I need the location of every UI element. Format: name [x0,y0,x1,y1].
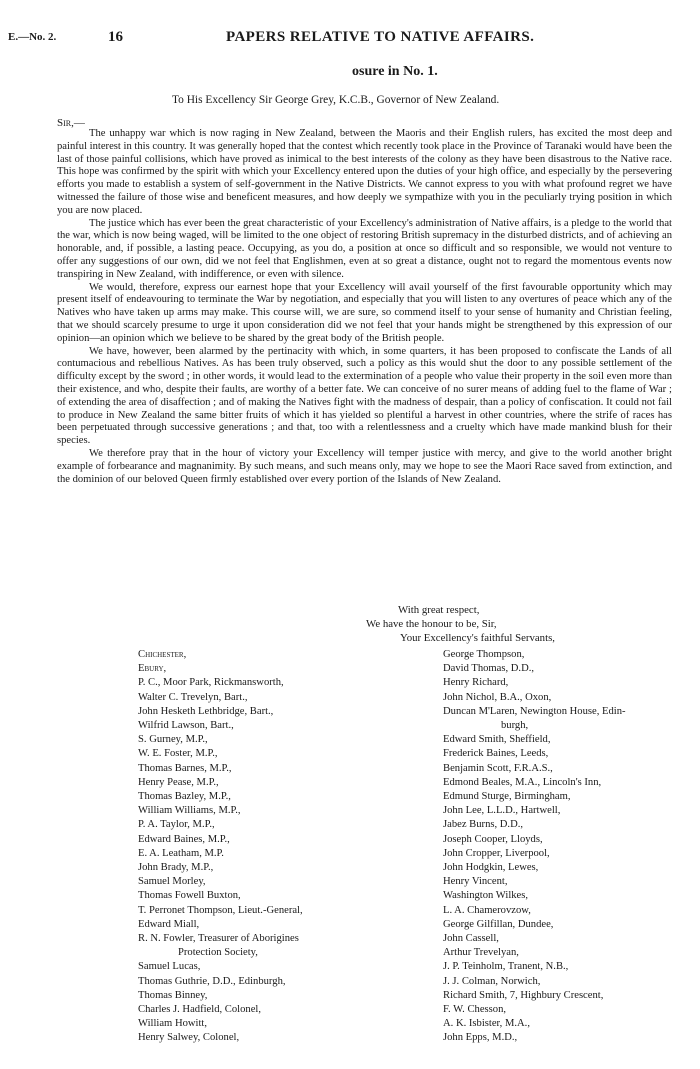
signatory: William Williams, M.P., [138,805,241,817]
signatory: Henry Vincent, [443,876,508,888]
paragraph: We would, therefore, express our earnest hope that your Excellency will avail yourself of the first favourable opportunity which may present itself of endeavouring to terminate the War by negotiation, and especially that you will listen to any overtures of peace which any of the Natives who have taken up arms may make. This course will, we are sure, so commend itself to your sense of humanity and Christian feeling, that we should scarcely presume to urge it upon consideration did we not feel that your hands might be strengthened by this expression of our opinion—an opinion which we believe to be shared by the great body of the British people. [57,281,672,344]
signatory: Henry Salwey, Colonel, [138,1032,240,1044]
signatory: John Brady, M.P., [138,862,214,874]
signatory: John Cassell, [443,933,499,945]
signatory: Wilfrid Lawson, Bart., [138,720,234,732]
page-header [0,29,700,49]
letter-address: To His Excellency Sir George Grey, K.C.B., Governor of New Zealand. [172,94,500,106]
signatory: John Lee, L.L.D., Hartwell, [443,805,561,817]
closing-line-honour: We have the honour to be, Sir, [366,618,497,630]
signatory: Frederick Baines, Leeds, [443,748,549,760]
signatory: Duncan M'Laren, Newington House, Edin- [443,705,626,717]
signatory: John Epps, M.D., [443,1032,518,1044]
paragraph: We therefore pray that in the hour of victory your Excellency will temper justice with mercy, and give to the world another bright example of forbearance and magnanimity. By such means, and such means only, may we hope to see the Maori Race saved from extinction, and the dominion of our beloved Queen firmly established over every portion of the Islands of New Zealand. [57,447,672,485]
closing-line-respect: With great respect, [398,604,480,616]
signatory: S. Gurney, M.P., [138,734,208,746]
signatory: Walter C. Trevelyn, Bart., [138,691,248,703]
enclosure-heading: osure in No. 1. [352,64,438,79]
signatory-continuation: burgh, [501,720,529,732]
signatory: R. N. Fowler, Treasurer of Aborigines [138,933,299,945]
signatory: Thomas Guthrie, D.D., Edinburgh, [138,975,286,987]
signatory: Thomas Binney, [138,989,208,1001]
signatory: Arthur Trevelyan, [443,947,519,959]
signatory: Henry Pease, M.P., [138,776,219,788]
signatory: Samuel Morley, [138,876,206,888]
signatory: A. K. Isbister, M.A., [443,1018,530,1030]
signatory: John Cropper, Liverpool, [443,847,550,859]
salutation: Sir,— [57,117,85,129]
paragraph: The justice which has ever been the great characteristic of your Excellency's administration of Native affairs, is a pledge to the world that the war, which is now being waged, will be limited to the one object of restoring British supremacy in the disturbed districts, and of achieving an honorable, and, if possible, a lasting peace. Occupying, as you do, a position at once so difficult and so responsible, we would not venture to offer any suggestions of our own, did we not feel that Englishmen, even at so great a distance, ought not to regard the momentous events now transpiring in New Zealand, with indifference, or even with silence. [57,217,672,280]
signatory: Joseph Cooper, Lloyds, [443,833,543,845]
signatory: Edmond Beales, M.A., Lincoln's Inn, [443,776,602,788]
signatory: W. E. Foster, M.P., [138,748,218,760]
signatory: Edward Baines, M.P., [138,833,230,845]
signatories-right-column [443,648,693,1046]
signatory: John Nichol, B.A., Oxon, [443,691,552,703]
signatory: Edward Miall, [138,918,200,930]
signatory: J. P. Teinholm, Tranent, N.B., [443,961,569,973]
signatory: Ebury, [138,663,167,675]
signatory: Henry Richard, [443,677,509,689]
signatory: Thomas Barnes, M.P., [138,762,232,774]
signatory: Thomas Fowell Buxton, [138,890,241,902]
signatory: John Hesketh Lethbridge, Bart., [138,705,274,717]
signatory: John Hodgkin, Lewes, [443,862,539,874]
signatory: David Thomas, D.D., [443,663,535,675]
signatory: E. A. Leatham, M.P. [138,847,224,859]
signatory: F. W. Chesson, [443,1004,507,1016]
signatory: George Thompson, [443,649,525,660]
signatory-continuation: Protection Society, [178,947,258,959]
signatory: J. J. Colman, Norwich, [443,975,541,987]
letter-body [57,128,672,486]
paragraph: We have, however, been alarmed by the pertinacity with which, in some quarters, it has been proposed to confiscate the Lands of all contumacious and rebellious Natives. As has been truly observed, such a policy as this would shut the door to any possible settlement of the difficulty except by the sword ; in other words, it would lead to the extermination of a people who value their property in the soil even more than their existence, and who, despite their faults, are worthy of a better fate. We can conceive of no surer means of adding fuel to the flame of War ; of extending the area of disaffection ; and of making the Natives fight with the madness of despair, than a policy of confiscation. It could not fail to produce in New Zealand the same bitter fruits of which it has yielded so plentiful a harvest in other countries, where the strife of races has been perpetuated through successive generations ; and that, too with a relentlessness and a cruelty which have made mankind blush for their species. [57,345,672,447]
signatory: T. Perronet Thompson, Lieut.-General, [138,904,303,916]
signatory: Chichester, [138,649,187,660]
signatories-left-column [138,648,418,1046]
signatory: William Howitt, [138,1018,208,1030]
signatory: Edward Smith, Sheffield, [443,734,551,746]
page-title: PAPERS RELATIVE TO NATIVE AFFAIRS. [226,29,535,45]
signatory: P. A. Taylor, M.P., [138,819,215,831]
signatory: Edmund Sturge, Birmingham, [443,791,571,803]
signatory: Richard Smith, 7, Highbury Crescent, [443,989,604,1001]
signatory: L. A. Chamerovzow, [443,904,531,916]
signatory: Benjamin Scott, F.R.A.S., [443,762,553,774]
signatory: Samuel Lucas, [138,961,201,973]
signatory: P. C., Moor Park, Rickmansworth, [138,677,284,689]
signatory: Washington Wilkes, [443,890,529,902]
closing-line-servants: Your Excellency's faithful Servants, [400,632,555,644]
signatory: Thomas Bazley, M.P., [138,791,231,803]
page-number: 16 [108,29,123,45]
signatory: George Gilfillan, Dundee, [443,918,554,930]
signatory: Jabez Burns, D.D., [443,819,524,831]
paragraph: The unhappy war which is now raging in New Zealand, between the Maoris and their English rulers, has excited the most deep and painful interest in this country. It was generally hoped that the contest which recently took place in the Province of Taranaki would have been the last of those painful collisions, which have proved as inimical to the best interests of the colony as they have been disastrous to the Native race. This hope was confirmed by the spirit with which your Excellency entered upon the duties of your high office, and especially by the persevering efforts you made to establish a system of self-government in the Native Districts. We cannot express to you with what profound regret we have witnessed the failure of those wise and beneficent measures, and how deeply we sympathize with you in the peculiarly trying position in which you are now placed. [57,128,672,216]
signatory: Charles J. Hadfield, Colonel, [138,1004,261,1016]
document-reference: E.—No. 2. [8,31,57,43]
